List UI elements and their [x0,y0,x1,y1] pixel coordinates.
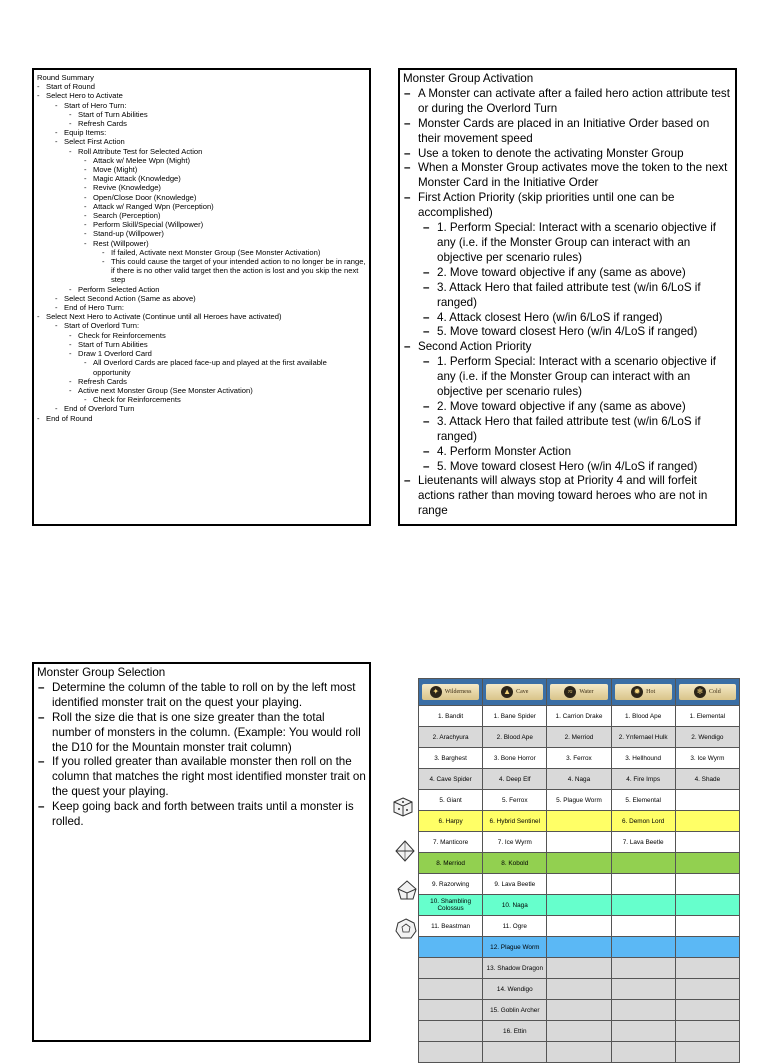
selection-item: – If you rolled greater than available monster then roll on the column that matches the right most identified monster trait on the quest your playing. [37,755,366,800]
bullet-dash: - [69,376,72,386]
bullet-dash: - [55,100,58,110]
table-cell: 2. Blood Ape [483,727,547,748]
table-cell: 3. Bone Horror [483,748,547,769]
table-cell [611,979,675,1000]
bullet-dash: - [69,339,72,349]
selection-item: – Keep going back and forth between traits until a monster is rolled. [37,800,366,830]
table-cell: 14. Wendigo [483,979,547,1000]
table-row [419,727,740,748]
table-row [419,979,740,1000]
header-badge [615,684,672,700]
table-cell: 5. Giant [419,790,483,811]
table-row [419,769,740,790]
table-header-hot [611,679,675,706]
round-summary-item: - Start of Overlord Turn: [55,321,140,331]
table-cell [419,1042,483,1063]
activation-subitem: – 1. Perform Special: Interact with a scenario objective if any (i.e. if the Monster Group can interact with an objective per scenario rules) [420,221,732,266]
table-cell [675,937,739,958]
table-cell [675,1000,739,1021]
table-header-cave [483,679,547,706]
round-summary-item: - Perform Skill/Special (Willpower) [84,220,204,230]
table-header-wilderness [419,679,483,706]
round-summary-item: - Active next Monster Group (See Monster Activation) [69,385,253,395]
round-summary-item: - Start of Turn Abilities [69,339,148,349]
monster-table [418,678,740,1063]
table-cell [611,916,675,937]
table-cell: 3. Ferrox [547,748,611,769]
table-cell: 8. Merriod [419,853,483,874]
table-cell [547,979,611,1000]
table-cell: 3. Barghest [419,748,483,769]
table-cell [419,1000,483,1021]
round-summary-item: - Search (Perception) [84,211,161,221]
table-cell: 1. Bane Spider [483,706,547,727]
activation-item-text: When a Monster Group activates move the token to the next Monster Card in the Initiative Order [418,161,728,190]
activation-subitem: – 3. Attack Hero that failed attribute test (w/in 6/LoS if ranged) [420,415,732,445]
cave-icon: ▲ [501,686,513,698]
table-cell: 5. Plague Worm [547,790,611,811]
round-summary-item: - End of Hero Turn: [55,303,124,313]
round-summary-item: - Start of Hero Turn: [55,100,127,110]
table-cell: 16. Ettin [483,1021,547,1042]
monster-activation-panel [398,68,737,526]
activation-item [403,87,732,117]
monster-selection-list [37,681,366,830]
table-cell: 3. Hellhound [611,748,675,769]
bullet-dash: - [55,137,58,147]
table-row [419,937,740,958]
table-cell [611,895,675,916]
round-summary-item: - Equip Items: [55,128,107,138]
round-summary-item: - Check for Reinforcements [84,395,181,405]
table-cell [675,895,739,916]
header-badge [486,684,543,700]
bullet-dash: - [69,330,72,340]
table-row [419,832,740,853]
header-label: Hot [646,688,656,695]
activation-item [403,147,732,162]
activation-item [403,340,732,474]
water-icon: ≈ [564,686,576,698]
table-cell: 4. Naga [547,769,611,790]
bullet-dash: - [55,321,58,331]
round-summary-item: - Rest (Willpower) [84,238,149,248]
round-summary-item: - Attack w/ Ranged Wpn (Perception) [84,201,214,211]
table-row [419,748,740,769]
d8-die-icon [394,840,416,862]
table-cell: 4. Shade [675,769,739,790]
table-cell [547,916,611,937]
bullet-dash: - [55,293,58,303]
table-row [419,916,740,937]
round-summary-item: - Start of Turn Abilities [69,109,148,119]
table-cell [675,832,739,853]
activation-subitem: – 5. Move toward closest Hero (w/in 4/LoS if ranged) [420,460,732,475]
bullet-dash: - [55,303,58,313]
bullet-dash: - [37,312,40,322]
bullet-dash: - [37,82,40,92]
wilderness-icon: ✦ [430,686,442,698]
cold-icon: ❄ [694,686,706,698]
table-cell: 4. Fire Imps [611,769,675,790]
round-summary-item: - Start of Round [37,82,95,92]
round-summary-item: - Select Second Action (Same as above) [55,293,196,303]
table-cell: 8. Kobold [483,853,547,874]
round-summary-item: - Select First Action [55,137,125,147]
d10-die-icon [396,880,418,902]
table-row [419,1000,740,1021]
header-badge [679,684,736,700]
table-cell [419,937,483,958]
activation-subitem: – 4. Perform Monster Action [420,445,732,460]
table-cell [611,853,675,874]
table-cell: 5. Elemental [611,790,675,811]
round-summary-item: - Roll Attribute Test for Selected Action [69,146,203,156]
monster-selection-title: Monster Group Selection [37,666,166,679]
activation-sublist [420,221,732,340]
table-cell [547,958,611,979]
table-cell: 2. Ynfernael Hulk [611,727,675,748]
d6-die-icon [392,796,414,818]
table-cell [547,853,611,874]
table-cell: 4. Cave Spider [419,769,483,790]
table-cell [611,1000,675,1021]
bullet-dash: - [102,247,105,257]
table-cell: 2. Arachyura [419,727,483,748]
table-cell: 7. Lava Beetle [611,832,675,853]
table-cell [547,937,611,958]
table-cell [611,958,675,979]
table-cell [675,811,739,832]
round-summary-item: - Draw 1 Overlord Card [69,349,152,359]
table-header-cold [675,679,739,706]
header-label: Cold [709,688,721,695]
table-cell [547,1042,611,1063]
round-summary-item: - Select Hero to Activate [37,91,123,101]
monster-activation-list [403,87,732,519]
activation-item-text: Second Action Priority [418,340,532,354]
table-cell [547,874,611,895]
table-cell [675,958,739,979]
round-summary-item: - If failed, Activate next Monster Group (See Monster Activation) [102,247,321,257]
table-cell: 12. Plague Worm [483,937,547,958]
table-cell: 6. Harpy [419,811,483,832]
table-cell: 6. Hybrid Sentinel [483,811,547,832]
table-row [419,853,740,874]
table-cell: 11. Ogre [483,916,547,937]
activation-subitem: – 2. Move toward objective if any (same as above) [420,400,732,415]
table-cell [547,895,611,916]
activation-subitem: – 1. Perform Special: Interact with a scenario objective if any (i.e. if the Monster Group can interact with an objective per scenario rules) [420,355,732,400]
round-summary-item: - This could cause the target of your intended action to no longer be in range, if there is no other valid target then the action is lost and you skip the next step [102,257,366,285]
activation-item-text: First Action Priority (skip priorities until one can be accomplished) [418,191,675,220]
activation-item [403,161,732,191]
table-cell: 9. Lava Beetle [483,874,547,895]
table-cell [547,811,611,832]
activation-item-text: Lieutenants will always stop at Priority 4 and will forfeit actions rather than moving toward heroes who are not in range [418,474,708,518]
table-cell: 1. Bandit [419,706,483,727]
bullet-dash: - [69,385,72,395]
table-cell: 11. Beastman [419,916,483,937]
table-cell: 7. Manticore [419,832,483,853]
round-summary-item: - End of Round [37,413,93,423]
table-row [419,706,740,727]
bullet-dash: - [84,238,87,248]
hot-icon: ✹ [631,686,643,698]
table-cell: 3. Ice Wyrm [675,748,739,769]
activation-subitem: – 4. Attack closest Hero (w/in 6/LoS if ranged) [420,311,732,326]
table-cell [611,874,675,895]
activation-subitem: – 2. Move toward objective if any (same as above) [420,266,732,281]
table-cell: 10. Shambling Colossus [419,895,483,916]
table-cell: 13. Shadow Dragon [483,958,547,979]
bullet-dash: - [69,146,72,156]
table-row [419,958,740,979]
round-summary-item: - Refresh Cards [69,376,127,386]
round-summary-item: - Attack w/ Melee Wpn (Might) [84,155,191,165]
round-summary-item: - All Overlord Cards are placed face-up and played at the first available opportunity [84,358,327,377]
activation-item [403,474,732,519]
bullet-dash: - [84,183,87,193]
table-cell: 1. Elemental [675,706,739,727]
table-cell [675,1042,739,1063]
table-cell [675,979,739,1000]
monster-table-header [419,679,740,706]
table-cell: 6. Demon Lord [611,811,675,832]
round-summary-item: - Revive (Knowledge) [84,183,161,193]
table-cell: 1. Blood Ape [611,706,675,727]
bullet-dash: - [102,257,105,267]
round-summary-item: - Magic Attack (Knowledge) [84,174,181,184]
selection-item: – Determine the column of the table to roll on by the left most identified monster trait on the quest your playing. [37,681,366,711]
bullet-dash: - [84,174,87,184]
bullet-dash: - [84,192,87,202]
bullet-dash: - [84,358,87,368]
table-cell: 10. Naga [483,895,547,916]
table-row [419,874,740,895]
header-badge [550,684,607,700]
bullet-dash: - [69,349,72,359]
activation-item-text: Monster Cards are placed in an Initiative Order based on their movement speed [418,116,710,145]
bullet-dash: - [84,220,87,230]
activation-subitem: – 3. Attack Hero that failed attribute test (w/in 6/LoS if ranged) [420,281,732,311]
bullet-dash: - [55,128,58,138]
activation-item-text: A Monster can activate after a failed hero action attribute test or during the Overlord Turn [418,86,730,115]
bullet-dash: - [69,284,72,294]
table-cell: 1. Carrion Drake [547,706,611,727]
table-cell: 2. Merriod [547,727,611,748]
table-cell [547,1000,611,1021]
table-cell [675,790,739,811]
round-summary-item: - Check for Reinforcements [69,330,166,340]
bullet-dash: - [69,119,72,129]
table-cell: 7. Ice Wyrm [483,832,547,853]
monster-selection-panel [32,662,371,1042]
table-cell [419,979,483,1000]
bullet-dash: - [84,155,87,165]
table-cell [675,874,739,895]
activation-item [403,191,732,340]
round-summary-item: - End of Overlord Turn [55,404,135,414]
round-summary-title: Round Summary [37,73,94,82]
table-cell [547,832,611,853]
bullet-dash: - [84,165,87,175]
table-header-water [547,679,611,706]
round-summary-panel [32,68,371,526]
table-cell: 15. Goblin Archer [483,1000,547,1021]
header-label: Cave [516,688,529,695]
selection-item: – Roll the size die that is one size greater than the total number of monsters in the column. (Example: You would roll the D10 for the Mountain monster trait column) [37,711,366,756]
table-cell: 4. Deep Elf [483,769,547,790]
round-summary-list [37,82,366,423]
bullet-dash: - [84,201,87,211]
table-row [419,811,740,832]
table-row [419,1042,740,1063]
table-row [419,790,740,811]
bullet-dash: - [55,404,58,414]
monster-activation-title: Monster Group Activation [403,72,534,85]
round-summary-item: - Perform Selected Action [69,284,160,294]
round-summary-item: - Open/Close Door (Knowledge) [84,192,197,202]
table-cell [611,1042,675,1063]
header-label: Wilderness [444,688,472,695]
bullet-dash: - [84,229,87,239]
round-summary-item: - Select Next Hero to Activate (Continue until all Heroes have activated) [37,312,282,322]
activation-subitem: – 5. Move toward closest Hero (w/in 4/LoS if ranged) [420,325,732,340]
table-cell [611,937,675,958]
bullet-dash: - [84,395,87,405]
bullet-dash: - [37,413,40,423]
header-label: Water [579,688,594,695]
d12-die-icon [395,918,417,940]
table-cell: 9. Razorwing [419,874,483,895]
table-cell [483,1042,547,1063]
header-badge [422,684,479,700]
table-cell [675,853,739,874]
activation-item-text: Use a token to denote the activating Monster Group [418,146,684,160]
round-summary-item: - Refresh Cards [69,119,127,129]
monster-table-wrapper [418,678,740,1063]
bullet-dash: - [84,211,87,221]
table-row [419,895,740,916]
bullet-dash: - [37,91,40,101]
round-summary-item: - Stand-up (Willpower) [84,229,164,239]
table-cell [675,916,739,937]
bullet-dash: - [69,109,72,119]
activation-sublist [420,355,732,474]
table-cell: 2. Wendigo [675,727,739,748]
table-cell: 5. Ferrox [483,790,547,811]
activation-item [403,117,732,147]
round-summary-item: - Move (Might) [84,165,138,175]
table-cell [419,958,483,979]
